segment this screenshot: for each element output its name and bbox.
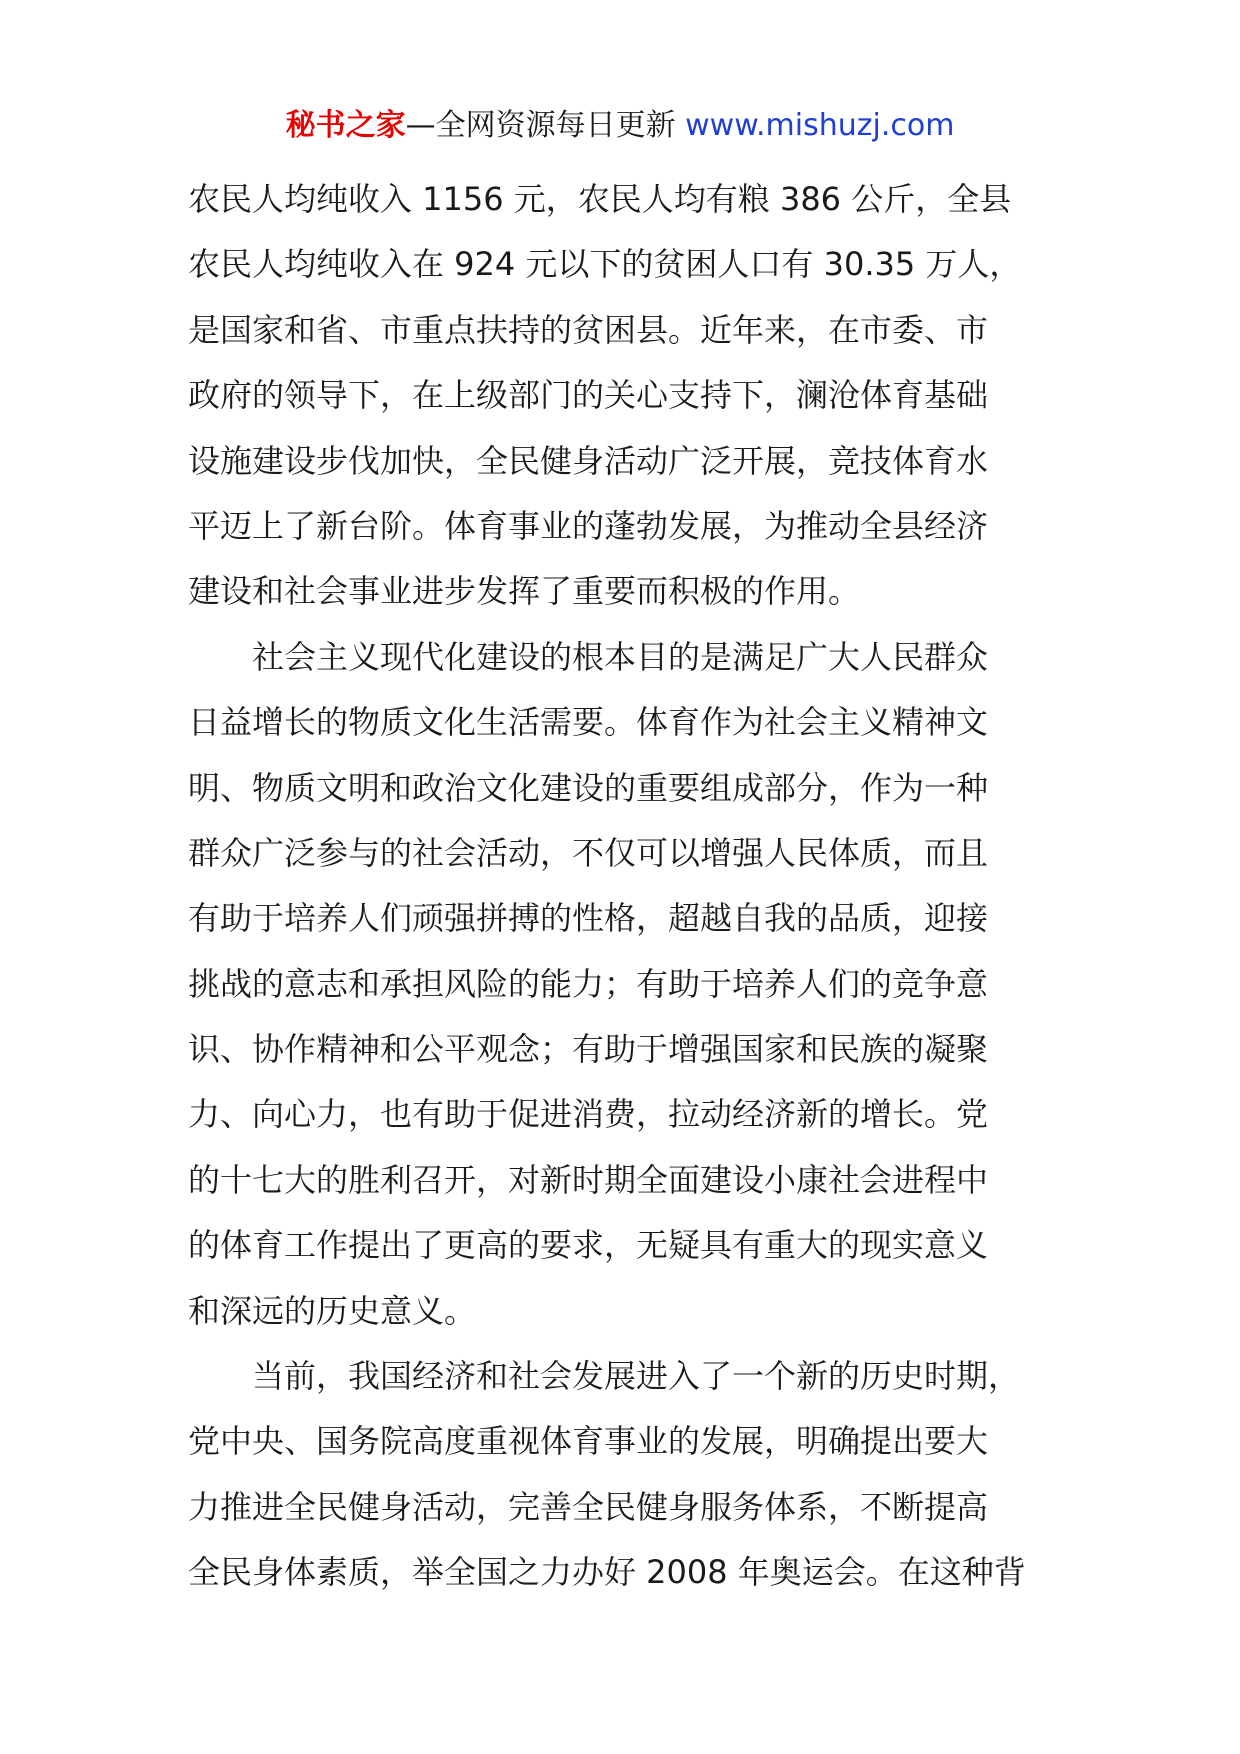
text-line: 是国家和省、市重点扶持的贫困县。近年来，在市委、市 xyxy=(188,310,989,349)
header-tagline: —全网资源每日更新 xyxy=(405,108,676,143)
text-line: 群众广泛参与的社会活动，不仅可以增强人民体质，而且 xyxy=(188,833,989,872)
text-line: 农民人均纯收入 1156 元，农民人均有粮 386 公斤，全县 xyxy=(188,180,1012,218)
text-line: 日益增长的物质文化生活需要。体育作为社会主义精神文 xyxy=(188,703,989,742)
text-line: 有助于培养人们顽强拼搏的性格，超越自我的品质，迎接 xyxy=(188,899,989,938)
text-line: 全民身体素质，举全国之力办好 2008 年奥运会。在这种背 xyxy=(188,1553,1026,1592)
text-line: 的十七大的胜利召开，对新时期全面建设小康社会进程中 xyxy=(188,1160,989,1199)
document-body xyxy=(188,167,1068,1606)
text-line: 平迈上了新台阶。体育事业的蓬勃发展，为推动全县经济 xyxy=(188,506,989,545)
paragraph-first-line: 当前，我国经济和社会发展进入了一个新的历史时期， xyxy=(252,1357,1021,1396)
text-line: 的体育工作提出了更高的要求，无疑具有重大的现实意义 xyxy=(188,1226,989,1265)
paragraph-first-line: 社会主义现代化建设的根本目的是满足广大人民群众 xyxy=(252,637,989,676)
header-brand: 秘书之家 xyxy=(285,108,406,143)
text-line: 农民人均纯收入在 924 元以下的贫困人口有 30.35 万人， xyxy=(188,245,1022,284)
page-header xyxy=(0,104,1240,148)
text-line: 力、向心力，也有助于促进消费，拉动经济新的增长。党 xyxy=(188,1095,989,1134)
text-line: 政府的领导下，在上级部门的关心支持下，澜沧体育基础 xyxy=(188,376,989,415)
text-line: 明、物质文明和政治文化建设的重要组成部分，作为一种 xyxy=(188,768,989,807)
text-line: 党中央、国务院高度重视体育事业的发展，明确提出要大 xyxy=(188,1422,989,1461)
text-line: 识、协作精神和公平观念；有助于增强国家和民族的凝聚 xyxy=(188,1030,989,1069)
text-line: 和深远的历史意义。 xyxy=(188,1291,477,1330)
text-line: 设施建设步伐加快，全民健身活动广泛开展，竞技体育水 xyxy=(188,441,989,480)
text-line: 建设和社会事业进步发挥了重要而积极的作用。 xyxy=(188,572,861,611)
header-url-link[interactable]: www.mishuzj.com xyxy=(685,108,955,143)
text-line: 力推进全民健身活动，完善全民健身服务体系，不断提高 xyxy=(188,1487,989,1526)
text-line: 挑战的意志和承担风险的能力；有助于培养人们的竞争意 xyxy=(188,964,989,1003)
